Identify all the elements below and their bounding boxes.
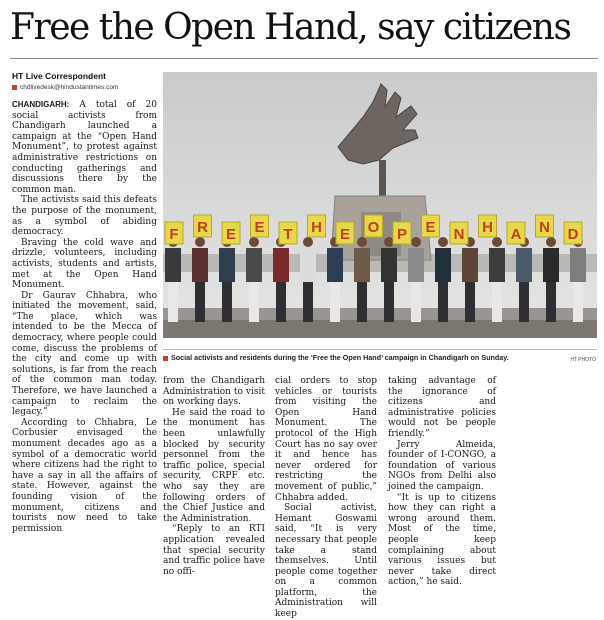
paragraph: He said the road to the monument has been unlawfully blocked by security personnel from the traffic police, special security, CRPF etc. who say they are following orders of the Chief Justice and the Administration. xyxy=(163,407,265,524)
email-line xyxy=(12,84,157,91)
article-column-2 xyxy=(163,376,265,577)
paragraph: Jerry Almeida, founder of I-CONGO, a foundation of various NGOs from Delhi also joined the campaign. xyxy=(388,439,496,492)
dateline: CHANDIGARH: xyxy=(12,100,70,109)
paragraph: taking advantage of the ignorance of citizens and administrative policies would not be people friendly.” xyxy=(388,376,496,439)
paragraph: Braving the cold wave and drizzle, volunteers, including activists, students and artists, met at the Open Hand Monument. xyxy=(12,237,157,291)
article-column-1 xyxy=(12,100,157,534)
placard-letter: T xyxy=(283,226,293,243)
placard xyxy=(365,215,383,237)
paragraph: The activists said this defeats the purpose of the monument, as a symbol of abiding democracy. xyxy=(12,195,157,238)
placard xyxy=(279,222,297,244)
paragraph: “It is up to citizens how they can right a wrong around them. Most of the time, people keep complaining about various issues but never take direct action,” he said. xyxy=(388,492,496,588)
placard-letter: F xyxy=(169,226,179,243)
headline: Free the Open Hand, say citizens xyxy=(10,7,571,48)
photo-caption: Social activists and residents during the ‘Free the Open Hand’ campaign in Chandigarh on Sunday. xyxy=(163,353,597,362)
placard xyxy=(507,222,525,244)
paragraph: “Reply to an RTI application revealed that special security and traffic police have no offi- xyxy=(163,524,265,577)
article-column-4 xyxy=(388,376,496,588)
placard-letter: E xyxy=(425,219,436,236)
placard-letter: E xyxy=(339,226,351,243)
paragraph: Social activist, Hemant Goswami said, “It is very necessary that people take a stand themselves. Until people come together on a common platform, the Administration will keep xyxy=(275,503,377,620)
placard xyxy=(222,222,240,244)
placard-letter: N xyxy=(453,226,465,243)
placard xyxy=(564,222,582,244)
placard-letter: P xyxy=(396,226,408,243)
placard xyxy=(536,215,554,237)
placard-letter: H xyxy=(482,219,493,236)
paragraph: CHANDIGARH: A total of 20 social activists from Chandigarh launched a campaign at the “Open Hand Monument”, to protest against administrative restrictions on conducting gatherings and discussions there by the common man. xyxy=(12,100,157,195)
placard xyxy=(393,222,411,244)
bullet-square-icon xyxy=(163,356,168,361)
headline-rule xyxy=(10,58,598,59)
photo-credit: HT PHOTO xyxy=(570,357,596,363)
placard-letter: A xyxy=(510,226,522,243)
placard-letter: E xyxy=(225,226,237,243)
placard xyxy=(422,215,440,237)
email-address[interactable]: chdlivedesk@hindustantimes.com xyxy=(20,84,119,91)
article-photo xyxy=(163,72,597,338)
byline: HT Live Correspondent xyxy=(12,71,106,81)
bullet-square-icon xyxy=(12,85,17,90)
placard-letter: R xyxy=(197,219,208,236)
placard xyxy=(308,215,326,237)
placard-letter: D xyxy=(567,226,579,243)
placard-letter: E xyxy=(254,219,265,236)
placard xyxy=(251,215,269,237)
placard xyxy=(450,222,468,244)
paragraph: According to Chhabra, Le Corbusier envisaged the monument decades ago as a symbol of a democratic world where citizens had the right to have a say in all the affairs of state. However, against the founding vision of the monument, citizens and tourists now need to take permission xyxy=(12,417,157,534)
placard-letter: N xyxy=(539,219,550,236)
paragraph: cial orders to stop vehicles or tourists from visiting the Open Hand Monument. The protocol of the High Court has no say over it and hence has never ordered for restricting the movement of public,” Chhabra added. xyxy=(275,376,377,503)
placard xyxy=(194,215,212,237)
open-hand-monument-photo xyxy=(163,72,597,338)
caption-rule xyxy=(163,349,597,350)
paragraph: from the Chandigarh Administration to visit on working days. xyxy=(163,376,265,408)
article-column-3 xyxy=(275,376,377,620)
placard xyxy=(165,222,183,244)
placard xyxy=(336,222,354,244)
placard-letter: H xyxy=(311,219,322,236)
paragraph: Dr Gaurav Chhabra, who initiated the movement, said, “The place, which was intended to be the Mecca of democracy, where people could come, discuss the problems of the city and come up with solutions, is far from the reach of the common man today. Therefore, we have launched a campaign to reclaim the legacy.” xyxy=(12,290,157,418)
placard-letter: O xyxy=(367,219,380,236)
placard xyxy=(479,215,497,237)
